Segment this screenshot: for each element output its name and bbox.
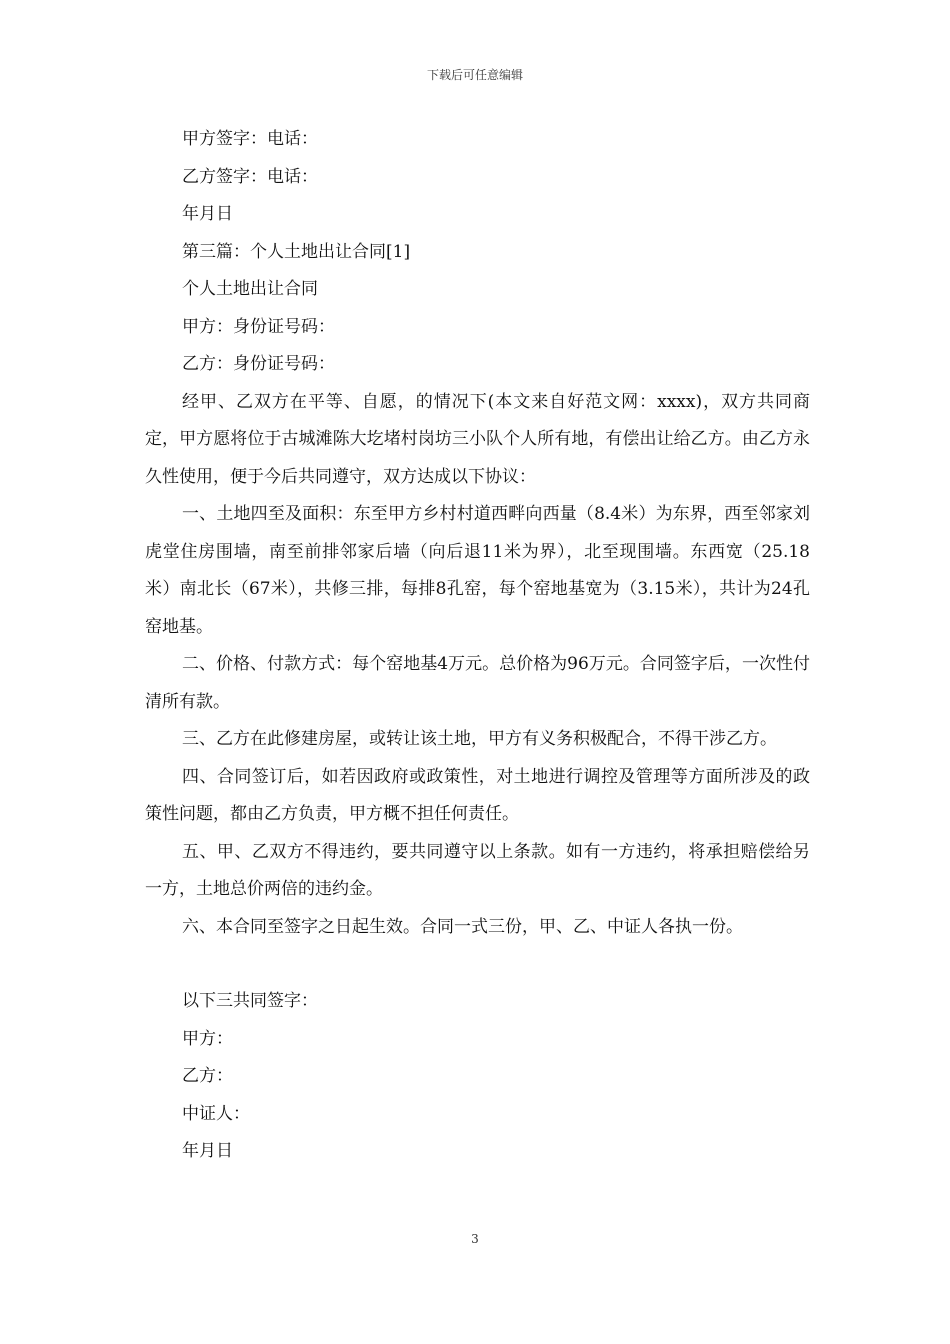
contract-title: 个人土地出让合同 (182, 279, 318, 299)
paragraph-gap (145, 946, 810, 983)
clause-6-paragraph: 六、本合同至签字之日起生效。合同一式三份，甲、乙、中证人各执一份。 (182, 916, 743, 937)
party-a-id-line: 甲方：身份证号码： (182, 316, 335, 337)
signature-line-party-b-phone: 乙方签字：电话： (182, 166, 318, 187)
clause-1-paragraph: 一、土地四至及面积：东至甲方乡村村道西畔向西量（8.4米）为东界，西至邻家刘虎堂住房围墙，南至前排邻家后墙（向后退11米为界），北至现围墙。东西宽（25.18米）南北长（67米），共修三排，每排8孔窑，每个窑地基宽为（3.15米），共计为24孔窑地基。 (145, 504, 810, 637)
clause-3-paragraph: 三、乙方在此修建房屋，或转让该土地，甲方有义务积极配合，不得干涉乙方。 (182, 729, 777, 749)
witness-signature-line: 中证人： (182, 1103, 250, 1124)
party-b-signature-line: 乙方： (182, 1066, 233, 1086)
signature-line-party-a-phone: 甲方签字：电话： (182, 129, 318, 149)
closing-date-line: 年月日 (182, 1141, 233, 1161)
party-a-signature-line: 甲方： (182, 1028, 233, 1049)
clause-5-paragraph: 五、甲、乙双方不得违约，要共同遵守以上条款。如有一方违约，将承担赔偿给另一方，土地总价两倍的违约金。 (145, 841, 810, 899)
joint-signature-heading: 以下三共同签字： (182, 991, 318, 1011)
party-b-id-line: 乙方：身份证号码： (182, 354, 335, 374)
clause-4-paragraph: 四、合同签订后，如若因政府或政策性，对土地进行调控及管理等方面所涉及的政策性问题，都由乙方负责，甲方概不担任何责任。 (145, 766, 810, 824)
intro-paragraph: 经甲、乙双方在平等、自愿，的情况下(本文来自好范文网：xxxx)，双方共同商定，甲方愿将位于古城滩陈大圪堵村岗坊三小队个人所有地，有偿出让给乙方。由乙方永久性使用，便于今后共同遵守，双方达成以下协议： (145, 391, 810, 487)
document-body (145, 121, 810, 1171)
clause-2-paragraph: 二、价格、付款方式：每个窑地基4万元。总价格为96万元。合同签字后，一次性付清所有款。 (145, 654, 810, 712)
page-header: 下载后可任意编辑 (426, 68, 523, 82)
date-line: 年月日 (182, 204, 233, 224)
section-heading: 第三篇：个人土地出让合同[1] (182, 241, 411, 262)
page-number: 3 (471, 1232, 479, 1246)
